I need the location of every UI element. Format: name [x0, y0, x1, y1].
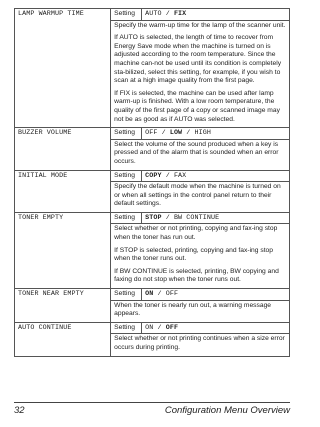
setting-values: STOP / BW CONTINUE — [142, 212, 290, 224]
setting-label: Setting — [111, 289, 142, 301]
setting-description: Select the volume of the sound produced when a key is pressed and of the alarm that is sounded when an error occurs. — [111, 139, 290, 170]
setting-values: COPY / FAX — [142, 170, 290, 182]
setting-values: ON / OFF — [142, 289, 290, 301]
setting-values: OFF / LOW / HIGH — [142, 128, 290, 140]
setting-name: AUTO CONTINUE — [15, 322, 111, 356]
setting-description: When the toner is nearly run out, a warning message appears. — [111, 300, 290, 322]
footer-rule — [14, 402, 290, 403]
page-title: Configuration Menu Overview — [164, 405, 290, 416]
setting-values: ON / OFF — [142, 322, 290, 334]
setting-description: Specify the warm-up time for the lamp of the scanner unit. If AUTO is selected, the length of time to recover from Energy Save mode when the machine is turned on is adjusted according to the room temperature. Since the machine can-not be used until its condition is completely sta-bilized, select this setting, for example, if you wish to scan at a high image quality from the first page. If FIX is selected, the machine can be used after lamp warm-up is finished. With a low room temperature, the quality of the first page of a copy or scanned image may not be as good as if AUTO was selected. — [111, 20, 290, 128]
setting-label: Setting — [111, 170, 142, 182]
setting-values: AUTO / FIX — [142, 9, 290, 21]
page-number: 32 — [14, 405, 25, 416]
setting-name: TONER EMPTY — [15, 212, 111, 288]
table-row — [15, 9, 290, 21]
table-row — [15, 289, 290, 301]
setting-name: LAMP WARMUP TIME — [15, 9, 111, 128]
setting-label: Setting — [111, 128, 142, 140]
setting-description: Select whether or not printing continues when a size error occurs during printing. — [111, 334, 290, 356]
setting-name: BUZZER VOLUME — [15, 128, 111, 170]
setting-description: Specify the default mode when the machine is turned on or when all settings in the control panel return to their default settings. — [111, 182, 290, 213]
setting-description: Select whether or not printing, copying and fax-ing stop when the toner has run out. If STOP is selected, printing, copying and fax-ing stop when the toner runs out. If BW CONTINUE is selected, printing, BW copying and faxing do not stop when the toner runs out. — [111, 224, 290, 289]
table-row — [15, 322, 290, 334]
table-row — [15, 170, 290, 182]
settings-table — [14, 8, 290, 357]
setting-label: Setting — [111, 9, 142, 21]
setting-name: TONER NEAR EMPTY — [15, 289, 111, 323]
setting-name: INITIAL MODE — [15, 170, 111, 212]
setting-label: Setting — [111, 212, 142, 224]
table-row — [15, 212, 290, 224]
setting-label: Setting — [111, 322, 142, 334]
table-row — [15, 128, 290, 140]
page-footer — [14, 405, 290, 421]
